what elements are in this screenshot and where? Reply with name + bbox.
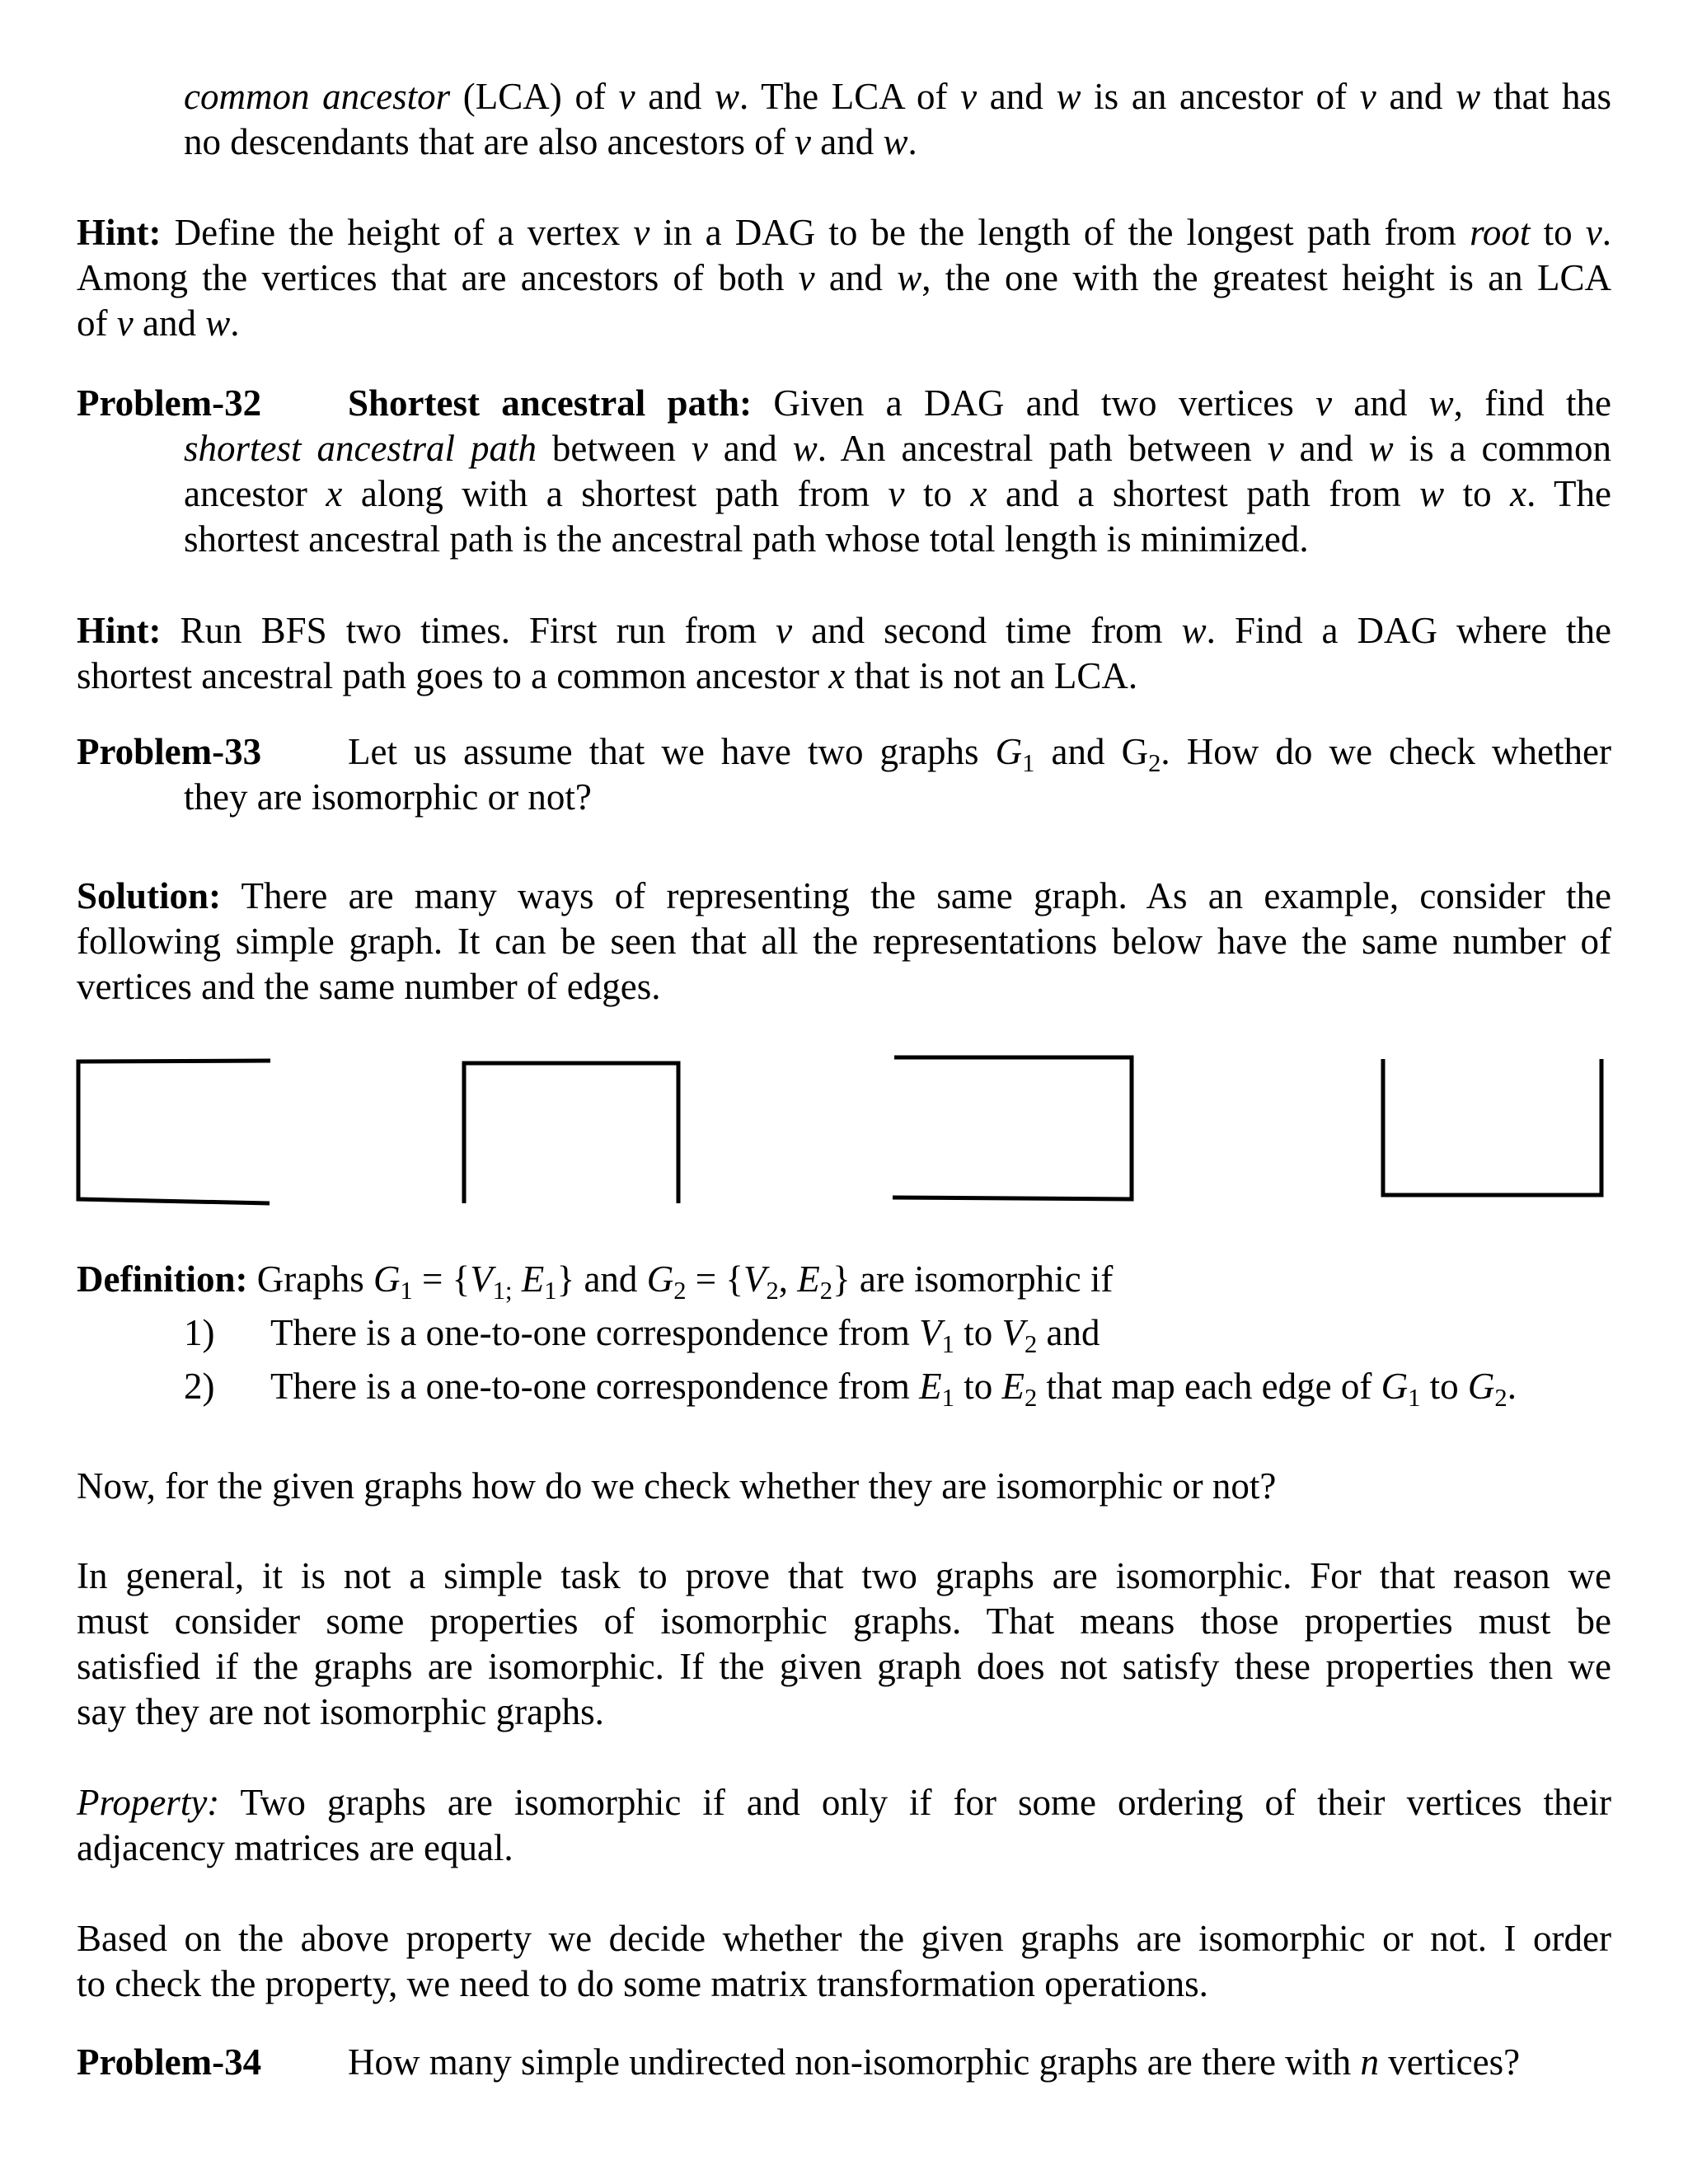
based-paragraph <box>77 1916 1611 2007</box>
text-line: Shortest ancestral path: Given a DAG and two vertices v and w, find the <box>348 382 1611 424</box>
text-line: common ancestor (LCA) of v and w. The LCA of v and w is an ancestor of v and w that has <box>184 76 1611 117</box>
text-line: How many simple undirected non-isomorphic graphs are there with n vertices? <box>348 2041 1521 2083</box>
document-page: common ancestor (LCA) of v and w. The LCA of v and w is an ancestor of v and w that has no descendants that are also ancestors of v and w. Hint: Define the height of a vertex v in a DAG to be the length of the longest path from root to v. Among the vertices that are ancestors of both v and w, the one with the greatest height is an LCA of v and w. Problem-32 Shortest ancestral path: Given a DAG and two vertices v and w, find the shortest ancestral path between v and w. An ancestral path between v and w is a common ancestor x along with a shortest path from v to x and a shortest path from w to x. The shortest ancestral path is the ancestral path whose total length is minimized. Hint: Run BFS two times. First run from v and second time from w. Find a DAG where the shortest ancestral path goes to a common ancestor x that is not an LCA. Problem-33 Let us assume that we have two graphs $G_1$ and $G_2$. How do we check whether they are isomorphic or not? Solution: There are many ways of representing the same graph. As an example, consider the following simple graph. It can be seen that all the representations below have the same number of vertices and the same number of edges. Definition: Graphs $G_1 = \{V_{1;}$ $E_1$} and $G_2 = \{V_2$, $E_2$} are isomorphic if 1) There is a one-to-one correspondence from $V_1$ to $V_2$ and 2) There is a one-to-one correspondence from $E_1$ to $E_2$ that map each edge of $G_1$ to $G_2$. Now, for the given graphs how do we check whether they are isomorphic or not? In general, it is not a simple task to prove that two graphs are isomorphic. For that reason we must consider some properties of isomorphic graphs. That means those properties must be satisfied if the graphs are isomorphic. If the given graph does not satisfy these properties then we say they are not isomorphic graphs. Property: Two graphs are isomorphic if and only if for some ordering of their vertices their adjacency matrices are equal. Based on the above property we decide whether the given graphs are isomorphic or not. I order to check the property, we need to do some matrix transformation operations. Problem-34 How many simple undirected non-isomorphic graphs are there with n vertices? <box>0 0 1688 2184</box>
text-line: Property: Two graphs are isomorphic if and only if for some ordering of their vertices their <box>77 1782 1611 1823</box>
text-line: Solution: There are many ways of representing the same graph. As an example, consider the <box>77 875 1611 916</box>
solution-paragraph <box>77 874 1611 1010</box>
hint-label: Hint: <box>77 212 162 253</box>
text-line: following simple graph. It can be seen that all the representations below have the same number of <box>77 921 1611 962</box>
text-line: In general, it is not a simple task to prove that two graphs are isomorphic. For that reason we <box>77 1555 1611 1596</box>
solution-label: Solution: <box>77 875 222 916</box>
text-line: satisfied if the graphs are isomorphic. If the given graph does not satisfy these properties then we <box>77 1646 1611 1687</box>
text-line: ancestor x along with a shortest path from v to x and a shortest path from w to x. The <box>184 473 1611 514</box>
text-line: shortest ancestral path is the ancestral path whose total length is minimized. <box>184 518 1309 560</box>
hint-label: Hint: <box>77 610 162 651</box>
hint-lca <box>77 210 1611 346</box>
definition-label: Definition: <box>77 1258 248 1300</box>
text-line: Among the vertices that are ancestors of both v and w, the one with the greatest height is an LCA <box>77 257 1611 298</box>
text-line: say they are not isomorphic graphs. <box>77 1691 604 1732</box>
text-line: Based on the above property we decide whether the given graphs are isomorphic or not. I order <box>77 1918 1611 1959</box>
graph-figures-svg <box>0 1047 1688 1228</box>
graph-representation-2 <box>464 1063 678 1203</box>
text-line: Hint: Define the height of a vertex v in a DAG to be the length of the longest path from root to v. <box>77 212 1611 253</box>
general-paragraph <box>77 1554 1611 1735</box>
text-line: they are isomorphic or not? <box>184 776 592 818</box>
text-line: Definition: Graphs $G_1 = \{V_{1;}$ $E_1$} and $G_2 = \{V_2$, $E_2$} are isomorphic if <box>77 1258 1114 1305</box>
problem-33 <box>77 729 1611 820</box>
text-line: Hint: Run BFS two times. First run from v and second time from w. Find a DAG where the <box>77 610 1611 651</box>
problem-label: Problem-32 <box>77 382 262 424</box>
text-line: to check the property, we need to do some matrix transformation operations. <box>77 1963 1208 2004</box>
hint-bfs <box>77 608 1611 699</box>
text-line: shortest ancestral path between v and w. An ancestral path between v and w is a common <box>184 428 1611 469</box>
text-line: adjacency matrices are equal. <box>77 1827 513 1868</box>
text-line: shortest ancestral path goes to a common ancestor x that is not an LCA. <box>77 655 1138 696</box>
lca-definition <box>184 74 1611 165</box>
definition-line <box>77 1257 1611 1305</box>
text-line: no descendants that are also ancestors of v and w. <box>184 121 917 162</box>
problem-label: Problem-33 <box>77 731 262 772</box>
property-label: Property: <box>77 1782 220 1823</box>
problem-32 <box>77 381 1611 562</box>
question-paragraph <box>77 1464 1611 1509</box>
graph-representations <box>0 1047 1688 1228</box>
text-line: of v and w. <box>77 302 240 344</box>
text-line: vertices and the same number of edges. <box>77 966 661 1007</box>
graph-representation-4 <box>1383 1059 1601 1195</box>
text-line: Let us assume that we have two graphs $G_1$ and $G_2$. How do we check whether <box>348 731 1611 778</box>
problem-label: Problem-34 <box>77 2041 262 2083</box>
graph-representation-3 <box>893 1057 1132 1199</box>
problem-34 <box>77 2040 1611 2089</box>
property-paragraph <box>77 1780 1611 1871</box>
text-line: Now, for the given graphs how do we check whether they are isomorphic or not? <box>77 1465 1277 1507</box>
text-line: must consider some properties of isomorphic graphs. That means those properties must be <box>77 1601 1611 1642</box>
graph-representation-1 <box>78 1061 270 1203</box>
